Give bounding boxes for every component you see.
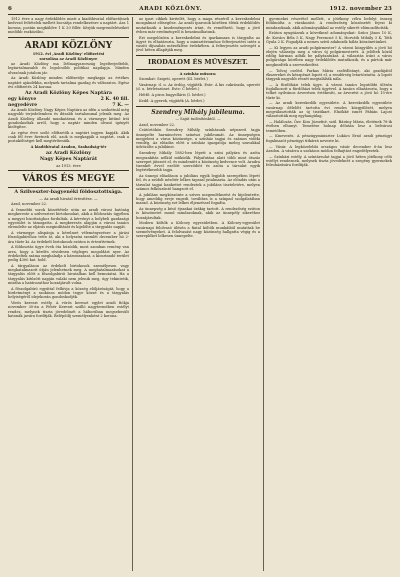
ad-title: ARADI KÖZLÖNY (24, 40, 113, 51)
paragraph: A főszolgabíró egyúttal felhívja a község elöljáróságát, hogy a hirdetményt a szokásos módon tegye közzé és a tárgyalás helyiségéről idejekorán gondoskodjék. (8, 286, 129, 300)
article-byline: — Saját tudósítónktól. — (175, 117, 221, 122)
newspaper-title: ARADI KÖZLÖNY. (139, 6, 203, 12)
paragraph: A jubiláns megköszönte a szíves megemlékezést és kijelentette, hogy ameddig ereje engedi, továbbra is a színpad szolgálatában marad. A közönség ezt lelkes éljenzéssel fogadta. (136, 192, 260, 206)
paragraph: — Tolvaj cseléd. Farkas Mária cselédleányt, aki gazdájától ékszereket és készpénzt lopott el, a rendőrség letartóztatta. A lopott tárgyak nagyobb részét megtalálták nála. (266, 68, 392, 82)
paragraph: Ezt megelőzően a kereskedelmi és iparkamara is tárgyalta az ügyet és elhatározta, hogy a minisztériumhoz felterjesztést intéz a vasúti díjszabás mérséklése érdekében. A felterjesztés szövegét a jövő héten állapítják meg. (136, 35, 260, 53)
ad-bold-line: A kiadóhivatal Aradon, Szabadság-tér (30, 145, 107, 150)
paragraph: 1912 évre a nagy érdeklődés miatt a kiadóhivatal előfizetőinek kedvező feltételek mellett bocsátja rendelkezésre a naptárt. Ára 1 korona, postán megküldve 1 K 20 fillér. Kérjük megrendeléseiket mielőbb eszközölni. (8, 17, 129, 34)
price-label: egy könyve (8, 97, 37, 103)
schedule-title: A színház műsora: (179, 72, 217, 77)
paragraph: — Halálozás. Özv. Kiss Józsefné, szül. Bárány Mária, életének 78-ik évében elhunyt. Temetése holnap délután lesz a belvárosi temetőben. (266, 120, 392, 133)
divider (136, 69, 260, 70)
section-title: IRODALOM ÉS MŰVÉSZET. (148, 57, 248, 66)
paragraph: A földosztás ügye évek óta húzódik, most azonban remény van arra, hogy a kérdés rövidesen végleges megoldást nyer. Az érdekeltek száma meghaladja a háromszázat, a kiosztandó terület pedig 4300 kat. hold. (8, 245, 129, 263)
divider (8, 37, 129, 38)
paragraph: az ipari cikkek kivitelét, hogy a maga részéről a kereskedelmi mozgalmat elősegítse. Az aradi iparosok körében élénk érdeklődés mutatkozik a kezdeményezés iránt, és remélhető, hogy a jövő évben már eredményről is beszámolhatunk. (136, 17, 260, 34)
paragraph: Az ünnepi előadáson a jubiláns egyik legjobb szerepében lépett fel, és a zsúfolt nézőtér lelkes tapssal jutalmazta. Az előadás után a társulat tagjai bankettet rendeztek a jubiláns tiszteletére, melyen számos felköszöntő hangzott el. (136, 174, 260, 191)
paragraph: Szendrey Mihály 1882-ben lépett a színi pályára és azóta megszakítás nélkül működik. Pályafutása alatt több mint ötszáz szerepet játszott el, és mindenütt a közönség kedvence volt. Aradra tizenkét évvel ezelőtt szerződött és azóta a társulat egyik legértékesebb tagja. (136, 151, 260, 173)
paragraph: Az Aradi Közlöny minden előfizetője megkapja az értékes naptárt ajándékba, melynek tartalma gazdag és változatos. Egész évi előfizetés 24 korona. (8, 76, 129, 89)
schedule-item: Kedd: A gyerek, vígjáték (A. bérlet.) (139, 99, 205, 104)
column-divider (132, 17, 133, 571)
calendar-title: Az Aradi Közlöny Képes Naptára (25, 89, 112, 96)
divider (8, 170, 129, 171)
ad-bold-line: az Aradi Közlöny (46, 149, 91, 156)
column-divider (263, 17, 264, 571)
schedule-item: Vasárnap: d. u. Az ördög, vígjáték. Este: A kis cukrászda, operett (d. u. bérletszünet. Este: C bérlet.) (136, 83, 260, 92)
article-title: A Szilveszter-bagyenéki földosztottsága. (14, 189, 123, 196)
divider (8, 187, 129, 188)
divider (136, 106, 260, 107)
article-byline: — Az aradi hivatal értesítése. — (39, 197, 98, 202)
paragraph: az Aradi Közlöny ma Délmagyarország legelterjedtebb, legtartalmasabb és legolcsóbb politikai napilapja. Minden olvasónak jutalom jár. (8, 62, 129, 75)
header-rule (8, 14, 392, 15)
column-right (266, 17, 392, 571)
column-middle (136, 17, 260, 571)
paragraph: A tárgyaláson az érdekelt birtokosok személyesen vagy meghatalmazott útján jelenhetnek meg. A meghatalmazásokat a tárgyalás előtt a főszolgabírói hivatalban kell bemutatni. Ha a tárgyalás kitűzött napján valaki nem jelenik meg, úgy tekintetik, mintha a határozathoz hozzájárult volna. (8, 263, 129, 285)
issue-date: 1912. november 23 (329, 6, 392, 12)
price-value: 2 K. 40 fill. (100, 97, 129, 103)
paragraph: A fennebbi sorok közzététele után az aradi városi hatóság megkereste a szilveszteri birtokosokat, akik a földosztás ügyében a megyei bizottsághoz fordultak. A kérvényt a helybeli gazdasági egyesület is támogatta. A megkeresés alapján a városi tanács elrendelte az eljárás megindítását és kijelölte a tárgyalás napját. (8, 208, 129, 230)
page-header (8, 4, 392, 14)
paragraph: — A fürdőházi telek ügye. A városi tanács legutóbbi ülésén foglalkozott a fürdőházi telek ügyével. A tanács elhatározta, hogy a telket nyilvános árverésen értékesíti, az árverést a jövő hó 15-ére tűzte ki. (266, 82, 392, 100)
paragraph: Az ünnepség a késő éjszakai órákig tartott. A rendezőség ezúton is köszönetet mond mindazoknak, akik az ünnepély sikeréhez hozzájárultak. (136, 207, 260, 220)
ad-bold-line: Nagy Képes Naptárát (39, 156, 98, 163)
dateline: Arad, november 22. (139, 122, 176, 127)
column-left (8, 17, 129, 571)
article-title: Szendrey Mihály jubileuma. (151, 109, 245, 117)
section-title: VÁROS ÉS MEGYE (22, 174, 115, 185)
page-number: 6 (8, 6, 13, 12)
paragraph: — Vásár. A legközelebbi országos vásár december 6-án lesz Aradon. A vásárra a szokásos módon felhajtást engedélyeztek. (266, 144, 392, 153)
paragraph: Modern költők a Kölcsey egyesületben. A Kölcsey-egyesület vasárnapi felolvasó ülésén a fiatal költők munkáiból mutattak be szemelvényeket. A felolvasást nagy közönség hallgatta végig és a szereplőket lelkesen ünnepelte. (136, 221, 260, 239)
ad-year-line: az 1913. évre (56, 163, 81, 168)
schedule-item: Szombat: Szigeti, operett (III. bérlet.) (139, 77, 208, 82)
paragraph: — Az aradi kereskedők egyesülete. A kereskedők egyesülete vasárnap délelőtt tartotta évi rendes közgyűlését, melyen megválasztották az új tisztikart. Elnökké ismét Fábián Lajost választották meg egyhangúlag. (266, 101, 392, 119)
price-value: 7 K. — (112, 102, 129, 108)
paragraph: Vörös kereszt estély. A vörös kereszt egylet aradi fiókja november 30-án a Fehér Kereszt szálló nagytermében estélyt rendez, melynek tiszta jövedelmét a háborúban megsebesült katonák javára fordítják. Belépődíj személyenként 2 korona. (8, 301, 129, 318)
paragraph: A vármegye alispánja a kérelmet véleményezésre a járási főszolgabíróhoz tette át, aki a helyszíni szemlét december hó 2-ára tűzte ki. Az érdekelt birtokosok ezúton is értesíttetnek. (8, 231, 129, 244)
paragraph: Ezúton nyugtázzuk a következő adományokat: Szűcs János 10 K, dr. Kovács Béla 5 K, Nagy Ferencné 5 K, Horváth Mihály 3 K, Tóth Gyula 2 K. Fogadják a nemes szívű adakozók hálás köszönetünket. (266, 31, 392, 44)
schedule-item: Hétfő: A piros bugyelláris (I. bérlet.) (139, 93, 206, 98)
ad-subtitle: 1912. évi ,Aradi Közlöny' előfizetési (32, 51, 105, 56)
paragraph: Az egész évre szóló előfizetők a naptárt ingyen kapják. Akik csak fél évre fizetnek elő, azok is megkapják a naptárt, csak a postaköltséget kell megtéríteniük. (8, 130, 129, 144)
paragraph: — Kinevezés. A pénzügyminiszter Lukács Ernő aradi pénzügyi fogalmazót pénzügyi titkárrá nevezte ki. (266, 134, 392, 143)
dateline: Arad, november 22. (11, 202, 48, 207)
paragraph: — Ki legyen az aradi polgármester? A városi közgyűlés a jövő hó elején választja meg a város új polgármesterét. A jelöltek közül eddig hárman adták be pályázatukat. A választás iránt a város polgársága körében nagy érdeklődés mutatkozik, és a pártok már megkezdték a szervezkedést. (266, 45, 392, 67)
paragraph: — Színházi estély. A színtársulat tagjai a jövő héten jótékony célú estélyt rendeznek, melynek tiszta jövedelmét a szegény gyermekek felruházására fordítják. (266, 154, 392, 168)
paragraph: Az Aradi Közlöny Nagy Képes Naptára az idén a szokottnál még nagyobb terjedelemben és dúsabb tartalommal jelenik meg. Az Aradi Közlöny állandó munkatársai és a vármegye kitűnő írói gondoskodtak arról, hogy a naptár minden olvasó igényét kielégítse. (8, 108, 129, 130)
paragraph: Csütörtökön Szendrey Mihály, színházunk népszerű tagja ünnepelte harmincéves színészi jubileumát. Az ünnepségen megjelent a város közönsége, a színház tagjai és számos vidéki vendég. Az előadás előtt a színház igazgatója meleg szavakkal üdvözölte a jubilánst. (136, 128, 260, 150)
price-label: negyedévre (8, 102, 38, 108)
divider (136, 55, 260, 56)
paragraph: gyermekei részvétel mellett, a jótékony célra befolyt összeg felülmúlta a várakozást. A rendezőség köszönetét fejezi ki mindazoknak, akik adományaikkal az estély sikerét előmozdították. (266, 17, 392, 30)
ad-subtitle: sorsolása az Aradi Közlönyre (39, 56, 98, 61)
